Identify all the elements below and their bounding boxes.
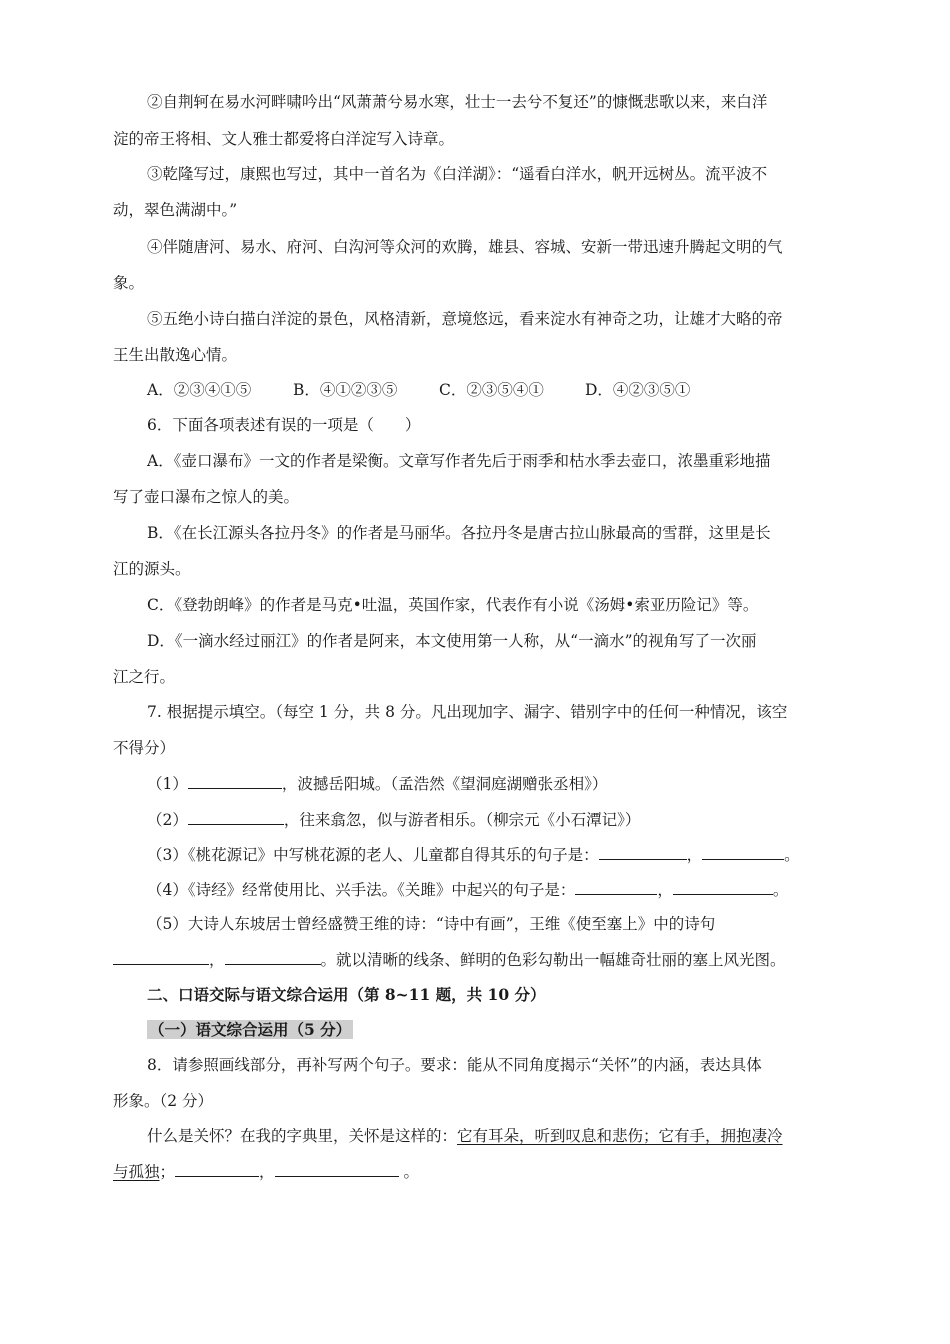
q7-sub2-number: （2）	[147, 811, 188, 829]
q6-option-d-line1: D．《一滴水经过丽江》的作者是阿来，本文使用第一人称，从“一滴水”的视角写了一次丽	[147, 632, 757, 650]
subtitle-highlight: （一）语文综合运用（5 分）	[149, 1020, 352, 1039]
q5-item3-line1: ③乾隆写过，康熙也写过，其中一首名为《白洋湖》：“遥看白洋水，帆开远树丛。流平波不	[147, 165, 768, 183]
q8-blank1[interactable]	[175, 1160, 259, 1177]
q5-item2-line2: 淀的帝王将相、文人雅士都爱将白洋淀写入诗章。	[113, 130, 455, 148]
q7-sub5-line1: （5）大诗人东坡居士曾经盛赞王维的诗：“诗中有画”，王维《使至塞上》中的诗句	[147, 915, 716, 933]
q7-sub4-period: 。	[772, 881, 789, 899]
q7-sub3-blank2[interactable]	[702, 843, 784, 860]
q7-sub5-line2	[113, 948, 786, 971]
q7-sub5-comma: ，	[209, 951, 225, 969]
q5-item5-line1: ⑤五绝小诗白描白洋淀的景色，风格清新，意境悠远，看来淀水有神奇之功，让雄才大略的帝	[147, 310, 783, 328]
q7-sub3-text: （3）《桃花源记》中写桃花源的老人、儿童都自得其乐的句子是：	[147, 846, 599, 864]
q8-stem-line1: 8．请参照画线部分，再补写两个句子。要求：能从不同角度揭示“关怀”的内涵，表达具体	[147, 1056, 762, 1074]
q7-sub3	[147, 843, 800, 866]
q6-option-d-line2: 江之行。	[113, 668, 176, 686]
q8-blank2[interactable]	[275, 1160, 399, 1177]
q8-underlined-example: 它有耳朵，听到叹息和悲伤；它有手，拥抱凄冷	[457, 1127, 783, 1145]
q7-sub3-comma: ，	[686, 846, 703, 864]
q7-sub2-text: ，往来翕忽，似与游者相乐。（柳宗元《小石潭记》）	[283, 811, 641, 829]
q7-sub1-blank[interactable]	[188, 772, 282, 789]
q7-sub5-blank2[interactable]	[225, 948, 321, 965]
q5-item2-line1: ②自荆轲在易水河畔啸吟出“风萧萧兮易水寒，壮士一去兮不复还”的慷慨悲歌以来，来白洋	[147, 93, 768, 111]
q7-sub3-period: 。	[784, 846, 800, 864]
q7-sub5-blank1[interactable]	[113, 948, 209, 965]
q7-sub2-blank[interactable]	[188, 808, 284, 825]
q5-option-a: A．②③④①⑤	[147, 381, 252, 399]
q8-period: 。	[398, 1163, 419, 1181]
q5-item4-line2: 象。	[113, 274, 145, 292]
q5-item4-line1: ④伴随唐河、易水、府河、白沟河等众河的欢腾，雄县、容城、安新一带迅速升腾起文明的气	[147, 238, 783, 256]
q7-sub4-blank1[interactable]	[575, 878, 657, 895]
q5-option-b: B．④①②③⑤	[293, 381, 398, 399]
q5-item3-line2: 动，翠色满湖中。”	[113, 201, 238, 219]
q7-sub3-blank1[interactable]	[599, 843, 687, 860]
q8-comma: ，	[259, 1163, 275, 1181]
q6-stem: 6．下面各项表述有误的一项是（ ）	[147, 416, 421, 434]
q5-item5-line2: 王生出散逸心情。	[113, 346, 238, 364]
q6-option-c: C．《登勃朗峰》的作者是马克•吐温，英国作家，代表作有小说《汤姆•索亚历险记》等。	[147, 596, 759, 614]
q7-sub4-text: （4）《诗经》经常使用比、兴手法。《关雎》中起兴的句子是：	[147, 881, 576, 899]
q7-sub4	[147, 878, 788, 901]
q8-body-line1	[147, 1125, 783, 1147]
q6-option-a-line2: 写了壶口瀑布之惊人的美。	[113, 488, 300, 506]
q7-sub1-text: ，波撼岳阳城。（孟浩然《望洞庭湖赠张丞相》）	[281, 775, 608, 793]
q7-stem-line2: 不得分）	[113, 739, 176, 757]
q7-sub4-comma: ，	[657, 881, 673, 899]
q5-option-d: D．④②③⑤①	[585, 381, 691, 399]
q7-sub1	[147, 772, 607, 795]
q7-stem-line1: 7. 根据提示填空。（每空 1 分，共 8 分。凡出现加字、漏字、错别字中的任何一种情况，该空	[147, 703, 788, 721]
q7-sub2	[147, 808, 640, 831]
q8-body-line2	[113, 1160, 419, 1183]
section2-subtitle	[147, 1019, 353, 1041]
q7-sub5-text: 。就以清晰的线条、鲜明的色彩勾勒出一幅雄奇壮丽的塞上风光图。	[320, 951, 786, 969]
q8-underlined-example-end: 与孤独	[113, 1163, 160, 1181]
q6-option-a-line1: A．《壶口瀑布》一文的作者是梁衡。文章写作者先后于雨季和枯水季去壶口，浓墨重彩地描	[147, 452, 771, 470]
q8-body-prefix: 什么是关怀？在我的字典里，关怀是这样的：	[147, 1127, 458, 1145]
section2-title: 二、口语交际与语文综合运用（第 8~11 题，共 10 分）	[147, 985, 546, 1004]
q7-sub4-blank2[interactable]	[673, 878, 773, 895]
q8-semicolon: ；	[159, 1163, 176, 1181]
q8-stem-line2: 形象。（2 分）	[113, 1092, 214, 1110]
q6-option-b-line2: 江的源头。	[113, 560, 191, 578]
q7-sub1-number: （1）	[147, 775, 188, 793]
q5-option-c: C．②③⑤④①	[439, 381, 544, 399]
q6-option-b-line1: B．《在长江源头各拉丹冬》的作者是马丽华。各拉丹冬是唐古拉山脉最高的雪群，这里是长	[147, 524, 771, 542]
